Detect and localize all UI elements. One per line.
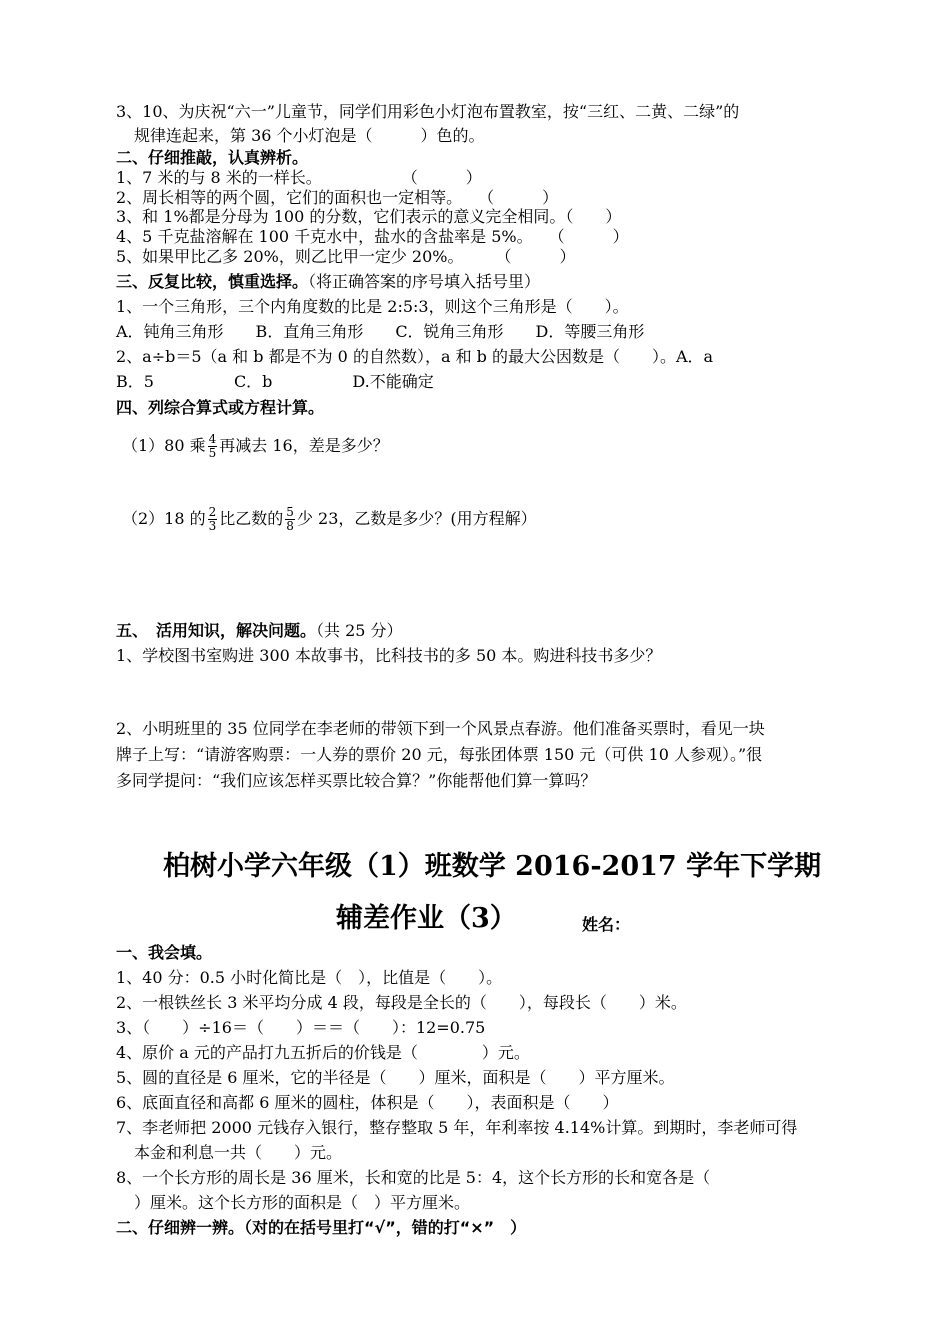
- section-3-note: （将正确答案的序号填入括号里）: [308, 272, 541, 291]
- calc-question-1-text-b: 再减去 16，差是多少？: [219, 436, 389, 455]
- fraction-denominator: 5: [208, 446, 217, 460]
- word-problem-2-line-1: 2、小明班里的 35 位同学在李老师的带领下到一个风景点春游。他们准备买票时，看见一块: [116, 719, 765, 738]
- fraction-numerator: 4: [208, 432, 217, 446]
- worksheet-title: 柏树小学六年级（1）班数学 2016-2017 学年下学期: [163, 851, 822, 882]
- fill-item-6: 6、底面直径和高都 6 厘米的圆柱，体积是（ ），表面积是（ ）: [116, 1093, 619, 1112]
- fraction-denominator: 8: [286, 519, 294, 533]
- judge-item-2: 2、周长相等的两个圆，它们的面积也一定相等。 （ ）: [116, 188, 559, 207]
- calc-question-2-text-c: 少 23，乙数是多少？(用方程解）: [296, 509, 537, 528]
- judge-item-3: 3、和 1%都是分母为 100 的分数，它们表示的意义完全相同。（ ）: [116, 207, 622, 226]
- part2-section-2-title: 二、仔细辨一辨。（对的在括号里打“√”，错的打“×” ）: [116, 1218, 527, 1237]
- fraction-numerator: 2: [208, 505, 217, 519]
- question-3-10-continued: 规律连起来，第 36 个小灯泡是（ ）色的。: [134, 126, 485, 145]
- choice-question-2: 2、a÷b＝5（a 和 b 都是不为 0 的自然数），a 和 b 的最大公因数是（ ）。A．a: [116, 347, 714, 366]
- fraction-two-thirds: [208, 506, 218, 533]
- choice-question-1: 1、一个三角形，三个内角度数的比是 2:5:3，则这个三角形是（ ）。: [116, 297, 629, 316]
- fraction-four-fifths: [208, 433, 218, 460]
- section-3-heading: [116, 272, 540, 292]
- section-5-note: （共 25 分）: [316, 621, 403, 640]
- choice-question-2-options: B．5 C．b D.不能确定: [116, 372, 434, 391]
- question-3-10: 3、10、为庆祝“六一”儿童节，同学们用彩色小灯泡布置教室，按“三红、二黄、二绿”的: [116, 102, 740, 121]
- judge-item-5: 5、如果甲比乙多 20%，则乙比甲一定少 20%。 （ ）: [116, 247, 576, 266]
- calc-question-1-text-a: （1）80 乘: [122, 436, 206, 455]
- worksheet-subtitle: 辅差作业（3）: [336, 903, 517, 934]
- student-name-label: 姓名：: [582, 915, 631, 934]
- word-problem-2-line-2: 牌子上写：“请游客购票：一人券的票价 20 元，每张团体票 150 元（可供 10 人参观）。”很: [116, 745, 763, 764]
- judge-item-1: 1、7 米的与 8 米的一样长。 （ ）: [116, 168, 482, 187]
- word-problem-1: 1、学校图书室购进 300 本故事书，比科技书的多 50 本。购进科技书多少？: [116, 646, 662, 665]
- fraction-five-eighths: [285, 506, 295, 533]
- fill-item-5: 5、圆的直径是 6 厘米，它的半径是（ ）厘米，面积是（ ）平方厘米。: [116, 1068, 675, 1087]
- calc-question-2-text-a: （2）18 的: [122, 509, 206, 528]
- section-5-title: 五、 活用知识，解决问题。: [116, 621, 317, 640]
- fill-item-7: 7、李老师把 2000 元钱存入银行，整存整取 5 年，年利率按 4.14%计算。到期时，李老师可得: [116, 1118, 798, 1137]
- section-5-heading: [116, 621, 403, 641]
- judge-item-4: 4、5 千克盐溶解在 100 千克水中，盐水的含盐率是 5%。 （ ）: [116, 227, 629, 246]
- fill-item-7-continued: 本金和利息一共（ ）元。: [134, 1143, 343, 1162]
- calc-question-2: [122, 499, 537, 539]
- section-4-title: 四、列综合算式或方程计算。: [116, 398, 325, 417]
- fill-item-2: 2、一根铁丝长 3 米平均分成 4 段，每段是全长的（ ），每段长（ ）米。: [116, 993, 687, 1012]
- choice-question-1-options: A．钝角三角形 B．直角三角形 C．锐角三角形 D．等腰三角形: [116, 322, 645, 341]
- calc-question-1: [122, 426, 389, 466]
- word-problem-2-line-3: 多同学提问：“我们应该怎样买票比较合算？”你能帮他们算一算吗？: [116, 771, 597, 790]
- fraction-numerator: 5: [286, 505, 294, 519]
- fill-item-8: 8、一个长方形的周长是 36 厘米，长和宽的比是 5：4，这个长方形的长和宽各是（: [116, 1168, 711, 1187]
- fill-item-8-continued: ）厘米。这个长方形的面积是（ ）平方厘米。: [134, 1193, 471, 1212]
- fill-item-3: 3、（ ）÷16＝（ ）＝＝（ ）：12=0.75: [116, 1018, 486, 1037]
- calc-question-2-text-b: 比乙数的: [219, 509, 284, 528]
- part2-section-1-title: 一、我会填。: [116, 943, 213, 962]
- section-2-title: 二、仔细推敲，认真辨析。: [116, 148, 309, 167]
- fill-item-1: 1、40 分：0.5 小时化简比是（ ），比值是（ ）。: [116, 968, 503, 987]
- fill-item-4: 4、原价 a 元的产品打九五折后的价钱是（ ）元。: [116, 1043, 530, 1062]
- fraction-denominator: 3: [208, 519, 217, 533]
- section-3-title: 三、反复比较，慎重选择。: [116, 272, 309, 291]
